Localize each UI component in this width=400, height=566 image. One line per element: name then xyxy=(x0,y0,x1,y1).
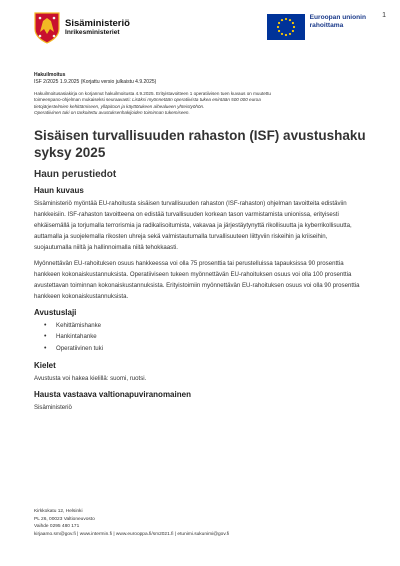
haun-kuvaus-paragraph-2: Myönnettävän EU-rahoituksen osuus hankkeessa voi olla 75 prosenttia tai perustelluissa tapauksissa 90 prosenttia hankkeen kokonaiskustannuksista. Operatiiviseen tukeen myönnettävän EU-rahoituksen osuus voi olla 100 prosenttia avustettavan toiminnan kokonaiskustannuksista. Erityistoimiin myönnettävän EU-rahoituksen osuus voi olla 90 prosenttia hankkeen kokonaiskustannuksista. xyxy=(34,259,360,300)
eu-star-icon xyxy=(278,30,280,32)
ministry-name-fi: Sisäministeriö xyxy=(65,18,130,30)
eu-star-icon xyxy=(280,19,282,21)
eu-star-icon xyxy=(284,34,286,36)
eu-star-icon xyxy=(291,22,293,24)
heading-viranomainen: Hausta vastaava valtionapuviranomainen xyxy=(34,390,191,400)
eu-star-icon xyxy=(291,30,293,32)
eu-funding-logo xyxy=(267,14,366,40)
footer-contact-links[interactable]: kirjaamo.sm@gov.fi | www.intermin.fi | www.eurooppa.fi/sm2021.fi | etunimi.sukunimi@gov.fi xyxy=(34,531,230,537)
eu-flag-icon xyxy=(267,14,305,40)
correction-line2-italic: Lisäksi myönnetään operatiivista tukea enintään 500 000 euroa xyxy=(132,97,261,103)
eu-star-icon xyxy=(292,26,294,28)
heading-avustuslaji: Avustuslaji xyxy=(34,307,77,317)
correction-line3: tietojärjestelmien kehittämiseen, ylläpitoon ja käyttötukeen aihealueen yhteistyöhön. xyxy=(34,103,205,109)
avustuslaji-list xyxy=(34,320,366,355)
ministry-name-sv: Inrikesministeriet xyxy=(65,29,120,37)
eu-text-line1: Euroopan unionin xyxy=(309,14,366,21)
document-title: Sisäisen turvallisuuden rahaston (ISF) avustushaku syksy 2025 xyxy=(34,127,366,160)
document-header xyxy=(34,12,366,52)
coat-of-arms-icon xyxy=(34,12,60,44)
eu-star-icon xyxy=(288,33,290,35)
eu-star-icon xyxy=(280,33,282,35)
eu-star-icon xyxy=(288,19,290,21)
ministry-logo xyxy=(34,12,130,44)
doc-reference: ISF 2/2025 1.9.2025 (Korjattu versio julkaistu 4.9.2025) xyxy=(34,79,157,85)
correction-notice xyxy=(34,91,366,117)
document-footer xyxy=(34,508,366,538)
footer-address: Kirkkokatu 12, Helsinki xyxy=(34,509,83,514)
list-item: • Kehittämishanke xyxy=(34,320,366,332)
footer-postal: PL 26, 00023 Valtioneuvosto xyxy=(34,516,95,522)
page-number: 1 xyxy=(382,12,386,19)
heading-haun-kuvaus: Haun kuvaus xyxy=(34,185,84,195)
correction-line4: Operatiivinen tuki on tarkoitettu avustuksenhakijoiden toiminnan tukemiseen. xyxy=(34,110,190,116)
eu-star-icon xyxy=(278,22,280,24)
list-item: • Operatiivinen tuki xyxy=(34,343,366,355)
document-body xyxy=(34,72,366,418)
eu-star-icon xyxy=(284,18,286,20)
kielet-text: Avustusta voi hakea kielillä: suomi, ruotsi. xyxy=(34,375,147,383)
eu-text-line2: rahoittama xyxy=(309,22,344,30)
haun-kuvaus-paragraph-1: Sisäministeriö myöntää EU-rahoitusta sisäisen turvallisuuden rahaston (ISF-rahaston) ohjelman tavoitteita edistäviin hankkeisiin. ISF-rahaston tavoitteena on edistää turvallisuuden korkean tason varmistamista unionissa, erityisesti ehkäisemällä ja torjumalla terrorismia ja radikalisoitumista, vakavaa ja järjestäytynyttä rikollisuutta ja kyberrikollisuutta, auttamalla ja suojelemalla rikosten uhreja sekä valmistautumalla turvallisuuteen liittyviin riskeihin ja kriiseihin, suojautumalla niiltä ja hallinnoimalla niitä tehokkaasti. xyxy=(34,199,352,251)
footer-phone: Vaihde 0295 480 171 xyxy=(34,524,80,529)
section-heading-basic-info: Haun perustiedot xyxy=(34,168,117,180)
list-item: • Hankintahanke xyxy=(34,331,366,343)
heading-kielet: Kielet xyxy=(34,361,56,371)
correction-line1: Hakuilmoitusasiakirja on korjannut hakuilmoitusta 4.9.2025. Erityistavoitteen 1 operatiivisen tuen kuvaus on muutettu xyxy=(34,91,271,96)
correction-line2: toimeenpano-ohjelman mukaiseksi seuraavasti: xyxy=(34,97,133,103)
doc-type-label: Hakuilmoitus xyxy=(34,72,66,78)
viranomainen-text: Sisäministeriö xyxy=(34,404,72,412)
eu-star-icon xyxy=(276,26,278,28)
